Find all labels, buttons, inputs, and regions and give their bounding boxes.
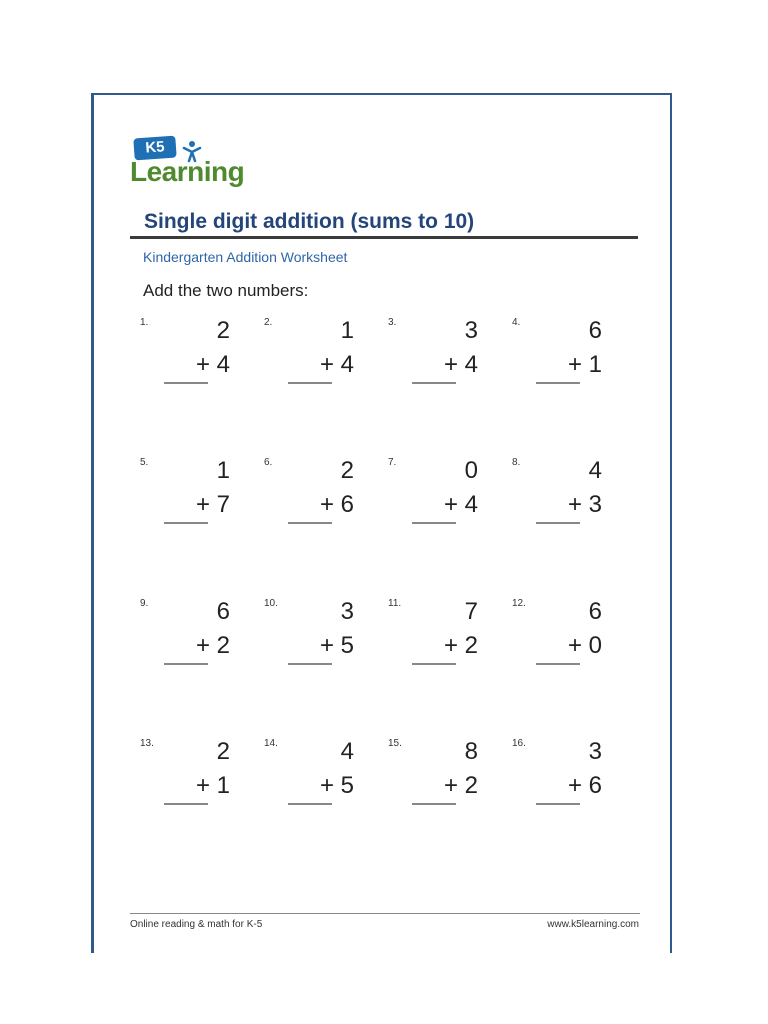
title-divider [130, 236, 638, 239]
footer-divider [130, 913, 640, 914]
problem-number: 11. [388, 598, 402, 609]
problem [512, 457, 602, 537]
problem-number: 9. [140, 598, 149, 609]
worksheet-page [91, 93, 672, 953]
problem-addend-bottom: + 2 [443, 772, 478, 799]
problem [388, 598, 478, 678]
problem-addend-top: 3 [588, 738, 602, 765]
problem-number: 13. [140, 738, 154, 749]
problem-number: 5. [140, 457, 149, 468]
problem-addend-top: 3 [340, 598, 354, 625]
k5-learning-logo [130, 137, 250, 189]
answer-line [412, 382, 456, 384]
answer-line [536, 663, 580, 665]
worksheet-subtitle: Kindergarten Addition Worksheet [143, 249, 348, 265]
problem-addend-top: 6 [216, 598, 230, 625]
answer-line [412, 663, 456, 665]
problem-addend-top: 1 [216, 457, 230, 484]
problem-number: 1. [140, 317, 149, 328]
problem-addend-top: 7 [464, 598, 478, 625]
problem-number: 8. [512, 457, 521, 468]
problem-addend-bottom: + 4 [319, 351, 354, 378]
problem-addend-top: 0 [464, 457, 478, 484]
worksheet-title: Single digit addition (sums to 10) [144, 210, 475, 233]
answer-line [536, 382, 580, 384]
answer-line [164, 522, 208, 524]
problem-number: 6. [264, 457, 273, 468]
answer-line [288, 803, 332, 805]
problem [140, 317, 230, 397]
problem-addend-bottom: + 5 [319, 632, 354, 659]
problem-addend-bottom: + 3 [567, 491, 602, 518]
answer-line [288, 382, 332, 384]
problem-number: 12. [512, 598, 526, 609]
problem-addend-bottom: + 1 [567, 351, 602, 378]
problem [264, 738, 354, 818]
answer-line [536, 522, 580, 524]
problem [512, 738, 602, 818]
answer-line [164, 663, 208, 665]
problem-addend-bottom: + 6 [319, 491, 354, 518]
problem-addend-top: 4 [340, 738, 354, 765]
problem-addend-top: 2 [216, 738, 230, 765]
problem [388, 738, 478, 818]
problem-number: 15. [388, 738, 402, 749]
instructions: Add the two numbers: [143, 281, 309, 300]
problem-number: 4. [512, 317, 521, 328]
problem [512, 317, 602, 397]
logo-wordmark: Learning [130, 156, 245, 187]
answer-line [164, 803, 208, 805]
problem [264, 317, 354, 397]
problem-addend-bottom: + 2 [195, 632, 230, 659]
problem-addend-top: 2 [216, 317, 230, 344]
problem [140, 457, 230, 537]
footer-url: www.k5learning.com [547, 919, 639, 930]
problem-number: 14. [264, 738, 278, 749]
problem-addend-top: 6 [588, 598, 602, 625]
problem-number: 3. [388, 317, 397, 328]
problem-addend-top: 4 [588, 457, 602, 484]
problem-addend-bottom: + 4 [195, 351, 230, 378]
problem-addend-top: 3 [464, 317, 478, 344]
problem-number: 2. [264, 317, 273, 328]
problem-addend-bottom: + 4 [443, 351, 478, 378]
logo-badge: K5 [133, 136, 176, 161]
problem-number: 16. [512, 738, 526, 749]
problem [140, 598, 230, 678]
problem-addend-bottom: + 0 [567, 632, 602, 659]
answer-line [536, 803, 580, 805]
problem-addend-top: 6 [588, 317, 602, 344]
problem-addend-bottom: + 7 [195, 491, 230, 518]
problem-addend-bottom: + 4 [443, 491, 478, 518]
problem [264, 457, 354, 537]
problem-addend-bottom: + 6 [567, 772, 602, 799]
problem [512, 598, 602, 678]
problem-addend-top: 8 [464, 738, 478, 765]
answer-line [412, 522, 456, 524]
answer-line [288, 522, 332, 524]
footer-tagline: Online reading & math for K-5 [130, 919, 263, 930]
problem-addend-top: 1 [340, 317, 354, 344]
problem [264, 598, 354, 678]
answer-line [412, 803, 456, 805]
problem [388, 457, 478, 537]
problem [388, 317, 478, 397]
problem [140, 738, 230, 818]
problem-addend-top: 2 [340, 457, 354, 484]
problem-addend-bottom: + 2 [443, 632, 478, 659]
problem-addend-bottom: + 5 [319, 772, 354, 799]
answer-line [164, 382, 208, 384]
problem-number: 7. [388, 457, 397, 468]
problem-addend-bottom: + 1 [195, 772, 230, 799]
answer-line [288, 663, 332, 665]
problem-number: 10. [264, 598, 278, 609]
